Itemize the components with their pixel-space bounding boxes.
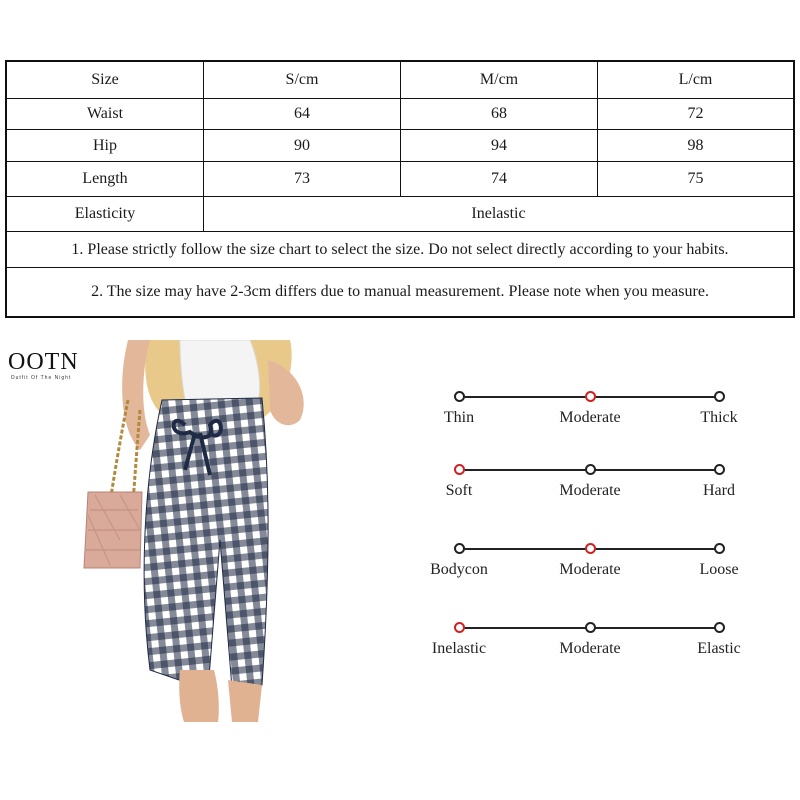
table-cell: 74 (491, 170, 507, 187)
scale-dot-selected (585, 543, 596, 554)
table-cell: 98 (687, 136, 704, 154)
scale-label: Soft (445, 482, 473, 499)
fabric-scale (420, 464, 750, 504)
scale-dot (714, 391, 725, 402)
scale-label: Hard (703, 482, 735, 499)
row-label-hip: Hip (93, 136, 117, 154)
size-chart-table (5, 60, 795, 318)
header-l: L/cm (678, 71, 713, 88)
fabric-scale (420, 543, 750, 583)
row-label-waist: Waist (86, 105, 124, 122)
header-s: S/cm (285, 71, 319, 88)
scale-dot (585, 464, 596, 475)
scale-dot-selected (454, 464, 465, 475)
table-cell: 73 (294, 170, 310, 187)
brand-logo (8, 349, 79, 381)
table-cell: 64 (294, 105, 310, 122)
table-cell: 90 (294, 136, 310, 154)
scale-label: Moderate (559, 482, 621, 499)
scale-dot (714, 543, 725, 554)
product-photo (0, 340, 380, 722)
scale-label: Inelastic (431, 640, 487, 657)
scale-dot-selected (454, 622, 465, 633)
scale-dot (454, 543, 465, 554)
scale-dot-selected (585, 391, 596, 402)
scale-label: Elastic (697, 640, 741, 657)
fabric-scale (420, 391, 750, 431)
elasticity-value: Inelastic (471, 205, 526, 222)
gingham-skirt-illustration (0, 340, 380, 722)
scale-label: Bodycon (430, 561, 488, 578)
scale-dot (714, 464, 725, 475)
table-cell: 94 (491, 136, 507, 154)
table-cell: 68 (491, 105, 507, 122)
brand-name: OOTN (8, 349, 79, 375)
table-cell: 72 (687, 105, 704, 122)
fabric-scale (420, 622, 750, 662)
header-size: Size (91, 71, 119, 88)
scale-label: Thin (443, 409, 475, 426)
scale-dot (585, 622, 596, 633)
row-label-length: Length (82, 170, 128, 187)
scale-label: Thick (700, 409, 738, 426)
note-1: 1. Please strictly follow the size chart to select the size. Do not select directly according to your habits. (71, 240, 729, 258)
header-m: M/cm (479, 71, 519, 88)
note-2: 2. The size may have 2-3cm differs due to manual measurement. Please note when you measure. (91, 283, 709, 300)
scale-label: Moderate (559, 561, 621, 578)
brand-tagline: Outfit Of The Night (10, 375, 72, 381)
row-label-elasticity: Elasticity (74, 205, 136, 222)
scale-dot (714, 622, 725, 633)
scale-label: Moderate (559, 640, 621, 657)
table-cell: 75 (687, 170, 704, 187)
scale-label: Moderate (559, 409, 621, 426)
scale-label: Loose (699, 561, 739, 578)
scale-dot (454, 391, 465, 402)
